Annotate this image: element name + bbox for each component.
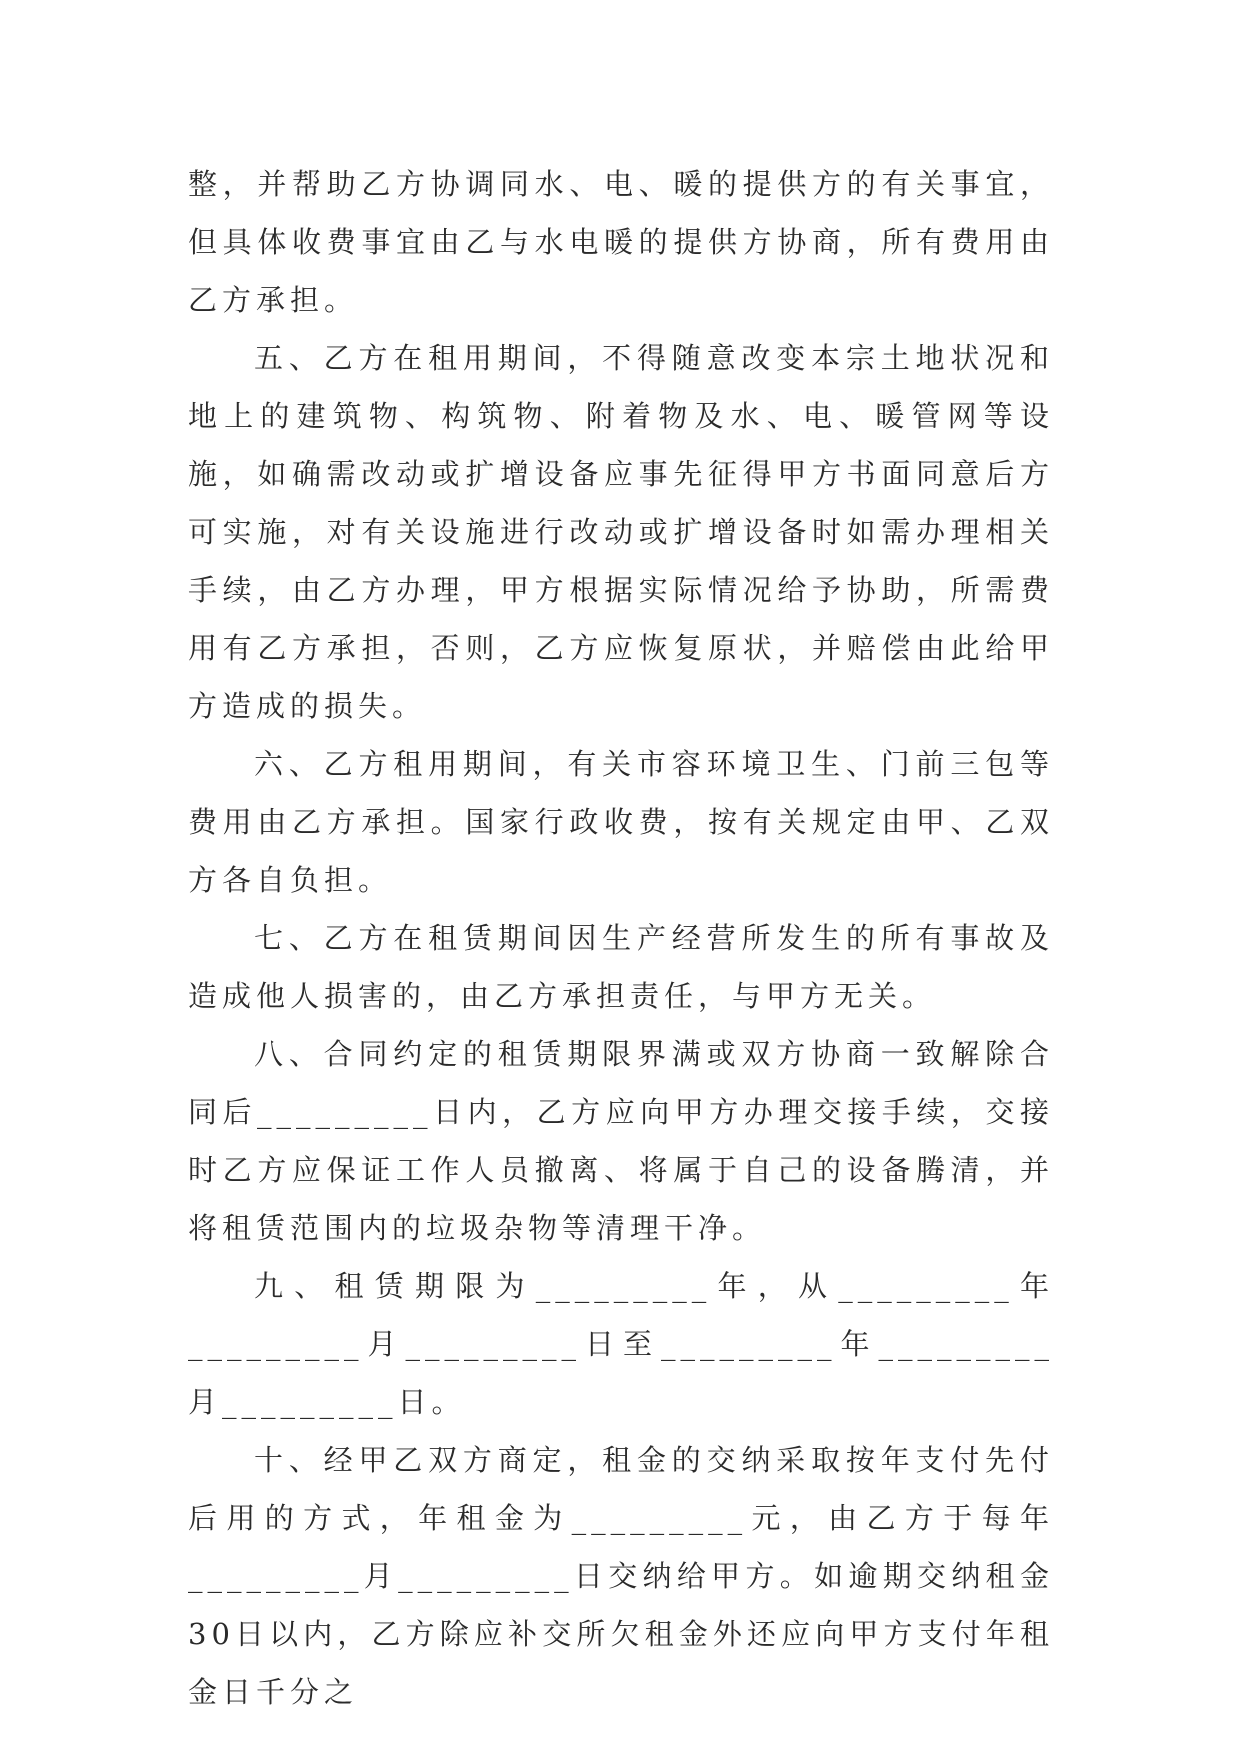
- clause-6: 六、乙方租用期间，有关市容环境卫生、门前三包等费用由乙方承担。国家行政收费，按有关规定由甲、乙双方各自负担。: [188, 747, 1054, 897]
- clause-5: 五、乙方在租用期间，不得随意改变本宗土地状况和地上的建筑物、构筑物、附着物及水、电、暖管网等设施，如确需改动或扩增设备应事先征得甲方书面同意后方可实施，对有关设施进行改动或扩增设备时如需办理相关手续，由乙方办理，甲方根据实际情况给予协助，所需费用有乙方承担，否则，乙方应恢复原状，并赔偿由此给甲方造成的损失。: [188, 341, 1054, 723]
- clause-10: 十、经甲乙双方商定，租金的交纳采取按年支付先付后用的方式，年租金为_________元，由乙方于每年_________月_________日交纳给甲方。如逾期交纳租金30日以内，乙方除应补交所欠租金外还应向甲方支付年租金日千分之: [188, 1443, 1054, 1709]
- clause-9: 九、租赁期限为_________年，从_________年_________月_________日至_________年_________月_________日。: [188, 1269, 1054, 1419]
- clause-8: 八、合同约定的租赁期限界满或双方协商一致解除合同后_________日内，乙方应向甲方办理交接手续，交接时乙方应保证工作人员撤离、将属于自己的设备腾清，并将租赁范围内的垃圾杂物等清理干净。: [188, 1037, 1054, 1245]
- paragraph-continuation: 整，并帮助乙方协调同水、电、暖的提供方的有关事宜，但具体收费事宜由乙与水电暖的提供方协商，所有费用由乙方承担。: [188, 167, 1054, 317]
- clause-7: 七、乙方在租赁期间因生产经营所发生的所有事故及造成他人损害的，由乙方承担责任，与甲方无关。: [188, 921, 1054, 1013]
- document-body: [188, 155, 1054, 1721]
